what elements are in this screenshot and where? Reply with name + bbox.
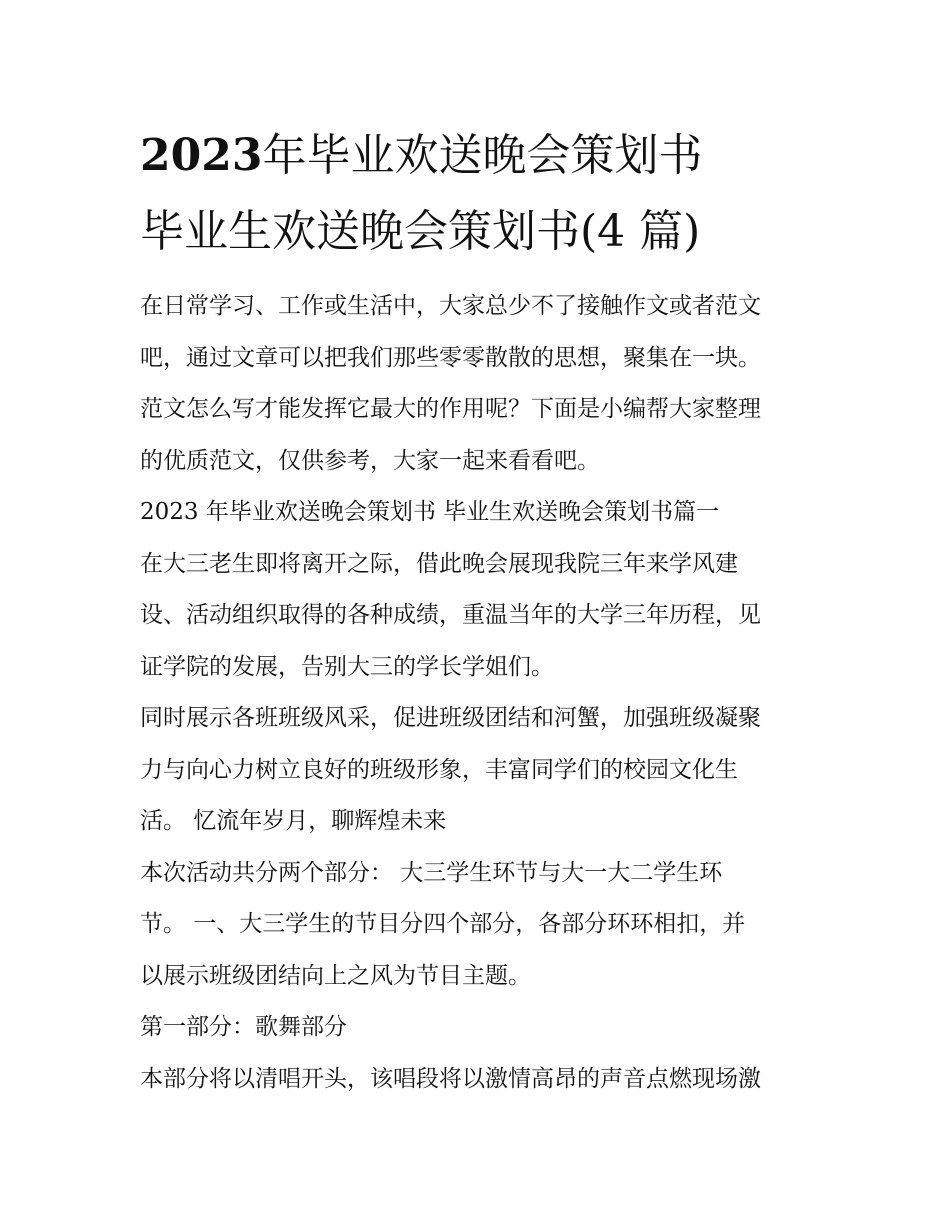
body-line: 在大三老生即将离开之际，借此晚会展现我院三年来学风建: [140, 550, 738, 577]
body-line: 本次活动共分两个部分： 大三学生环节与大一大二学生环: [140, 859, 723, 886]
document-body: [140, 281, 820, 1105]
title-text-2: 毕业生欢送晚会策划书(4 篇): [140, 206, 701, 257]
document-title: [140, 118, 840, 270]
title-line-1: [140, 118, 840, 194]
body-line: 以展示班级团结向上之风为节目主题。: [140, 962, 531, 989]
body-line: 在日常学习、工作或生活中，大家总少不了接触作文或者范文: [140, 293, 761, 319]
body-line: 本部分将以清唱开头，该唱段将以激情高昂的声音点燃现场激: [140, 1065, 761, 1092]
body-line: 同时展示各班班级风采，促进班级团结和河蟹，加强班级凝聚: [140, 705, 761, 731]
body-line: 力与向心力树立良好的班级形象，丰富同学们的校园文化生: [140, 756, 738, 783]
body-line: 范文怎么写才能发挥它最大的作用呢？下面是小编帮大家整理: [140, 396, 761, 422]
section-heading-line: 2023 年毕业欢送晚会策划书 毕业生欢送晚会策划书篇一: [140, 499, 720, 525]
title-year: 2023: [140, 130, 263, 181]
title-line-2: [140, 194, 840, 270]
body-line: 活。 忆流年岁月，聊辉煌未来: [140, 808, 447, 834]
body-line: 节。 一、大三学生的节目分四个部分，各部分环环相扣，并: [140, 911, 746, 937]
title-text-1: 年毕业欢送晚会策划书: [262, 130, 703, 181]
body-line: 证学院的发展，告别大三的学长学姐们。: [140, 653, 554, 680]
body-line: 吧，通过文章可以把我们那些零零散散的思想，聚集在一块。: [140, 344, 761, 371]
body-line: 的优质范文，仅供参考，大家一起来看看吧。: [140, 447, 600, 474]
subsection-heading-line: 第一部分：歌舞部分: [140, 1014, 347, 1040]
body-line: 设、活动组织取得的各种成绩，重温当年的大学三年历程，见: [140, 602, 761, 628]
